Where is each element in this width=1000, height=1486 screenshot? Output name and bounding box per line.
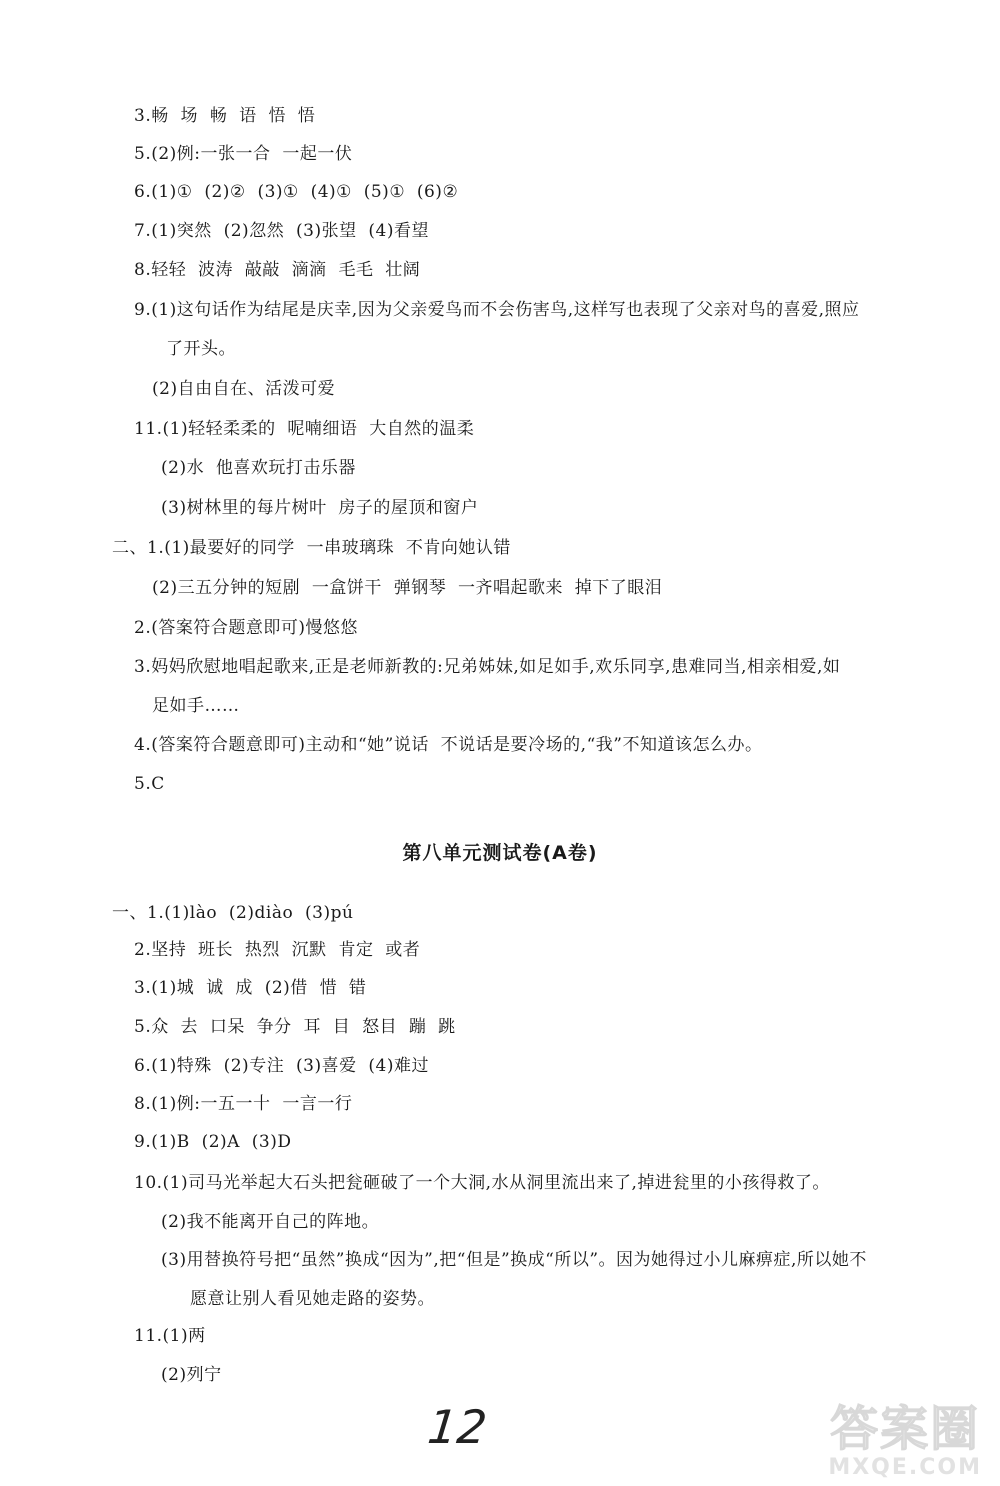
text-line: 7.(1)突然 (2)忽然 (3)张望 (4)看望 <box>134 221 429 241</box>
text-line: 2.坚持 班长 热烈 沉默 肯定 或者 <box>134 940 421 960</box>
text-line: 9.(1)这句话作为结尾是庆幸,因为父亲爱鸟而不会伤害鸟,这样写也表现了父亲对鸟的喜爱,照应 <box>134 300 860 320</box>
section-title: 第八单元测试卷(A卷) <box>402 842 598 864</box>
text-line: 了开头。 <box>166 339 236 359</box>
text-line: 二、1.(1)最要好的同学 一串玻璃珠 不肯向她认错 <box>112 538 511 558</box>
text-line: 5.C <box>134 774 165 794</box>
text-line: 5.(2)例:一张一合 一起一伏 <box>134 144 353 164</box>
page-number: 12 <box>425 1400 490 1454</box>
text-line: (2)我不能离开自己的阵地。 <box>161 1212 380 1232</box>
text-line: 4.(答案符合题意即可)主动和“她”说话 不说话是要冷场的,“我”不知道该怎么办。 <box>134 735 763 755</box>
text-line: 2.(答案符合题意即可)慢悠悠 <box>134 618 358 638</box>
text-line: 一、1.(1)lào (2)diào (3)pú <box>112 903 354 923</box>
text-line: (3)用替换符号把“虽然”换成“因为”,把“但是”换成“所以”。因为她得过小儿麻痹症,所以她不 <box>161 1250 867 1270</box>
text-line: 11.(1)轻轻柔柔的 呢喃细语 大自然的温柔 <box>134 419 475 439</box>
text-line: 3.畅 场 畅 语 悟 悟 <box>134 106 316 126</box>
text-line: 愿意让别人看见她走路的姿势。 <box>190 1289 435 1309</box>
text-line: 6.(1)特殊 (2)专注 (3)喜爱 (4)难过 <box>134 1056 429 1076</box>
text-line: 8.轻轻 波涛 敲敲 滴滴 毛毛 壮阔 <box>134 260 421 280</box>
text-line: (2)水 他喜欢玩打击乐器 <box>161 458 356 478</box>
watermark <box>828 1403 982 1480</box>
text-line: 5.众 去 口呆 争分 耳 目 怒目 蹦 跳 <box>134 1017 456 1037</box>
text-line: 11.(1)两 <box>134 1326 206 1346</box>
text-line: 8.(1)例:一五一十 一言一行 <box>134 1094 353 1114</box>
watermark-url: MXQE.COM <box>828 1455 982 1480</box>
text-line: 9.(1)B (2)A (3)D <box>134 1132 292 1152</box>
text-line: 10.(1)司马光举起大石头把瓮砸破了一个大洞,水从洞里流出来了,掉进瓮里的小孩得救了。 <box>134 1173 830 1193</box>
text-line: 足如手…… <box>152 696 240 716</box>
text-line: (2)自由自在、活泼可爱 <box>152 379 336 399</box>
watermark-logo: 答案圈 <box>830 1401 981 1457</box>
text-line: (2)三五分钟的短剧 一盒饼干 弹钢琴 一齐唱起歌来 掉下了眼泪 <box>152 578 663 598</box>
text-line: 6.(1)① (2)② (3)① (4)① (5)① (6)② <box>134 182 459 202</box>
text-line: 3.(1)城 诚 成 (2)借 惜 错 <box>134 978 367 998</box>
text-line: (3)树林里的每片树叶 房子的屋顶和窗户 <box>161 498 479 518</box>
text-line: 3.妈妈欣慰地唱起歌来,正是老师新教的:兄弟姊妹,如足如手,欢乐同享,患难同当,相亲相爱,如 <box>134 657 841 677</box>
text-line: (2)列宁 <box>161 1365 222 1385</box>
